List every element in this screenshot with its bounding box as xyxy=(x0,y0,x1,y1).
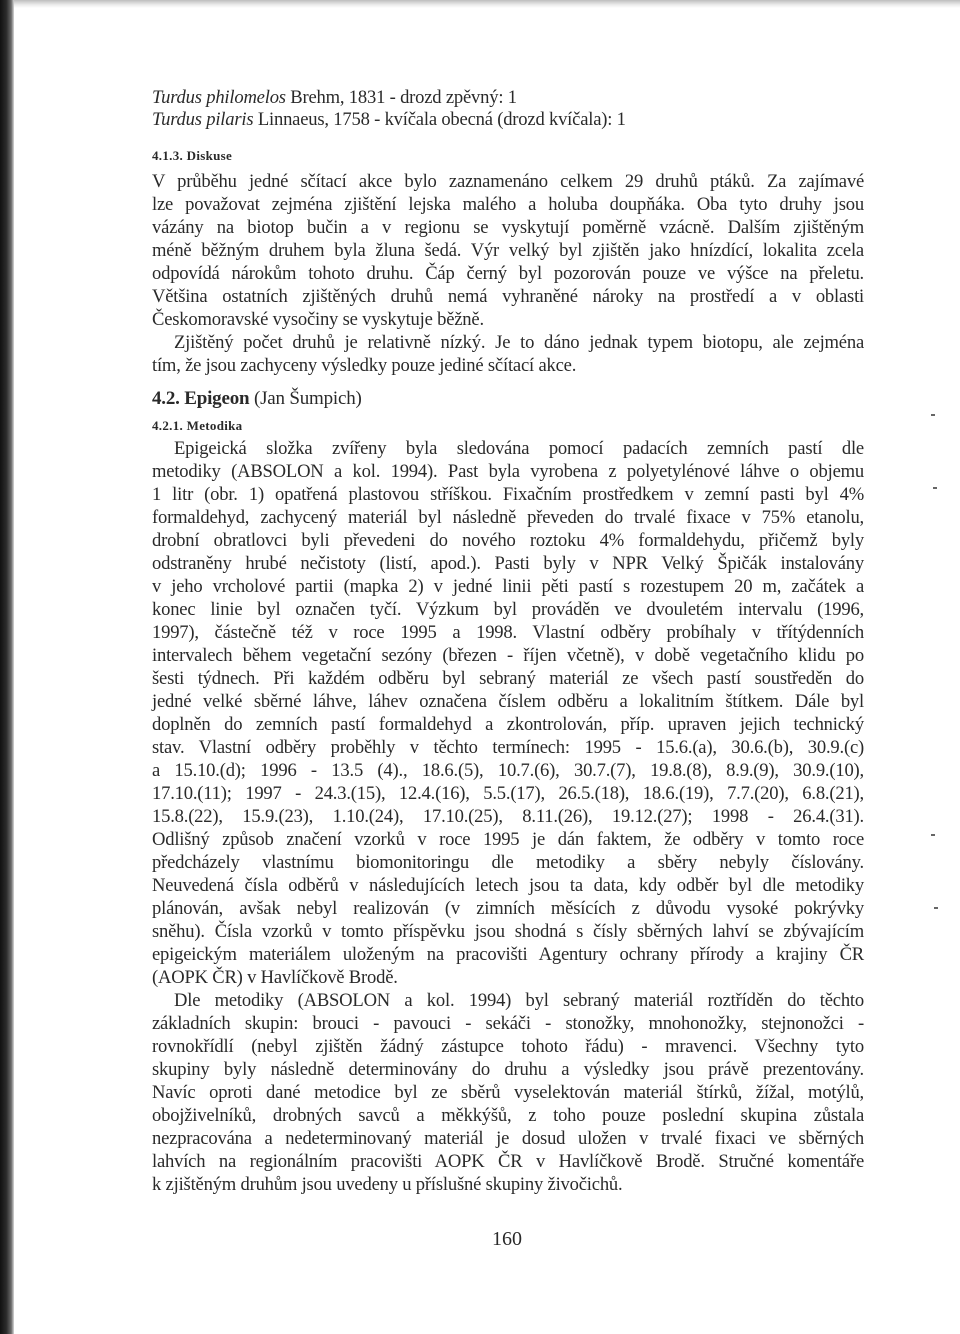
section-author: (Jan Šumpich) xyxy=(253,388,362,409)
body-line: plánován, avšak nebyl realizován (v zimních měsících z důvodu vysoké pokrývky xyxy=(152,898,864,919)
body-line: k zjištěným druhům jsou uvedeny u příslušné skupiny živočichů. xyxy=(152,1174,623,1195)
body-line: Epigeická složka zvířeny byla sledována pomocí padacích zemních pastí dle xyxy=(174,438,864,459)
metodika-title: Metodika xyxy=(186,418,243,433)
body-line: jedné velké sběrné láhve, láhev označena číslem odběru a lokalitním štítkem. Dále byl xyxy=(152,691,864,712)
diskuse-line: vázány na biotop bučin a v regionu se vyskytují poměrně vzácně. Dalším zjištěným xyxy=(152,217,864,238)
species-line xyxy=(152,87,864,109)
body-line: Navíc oproti dané metodice byl ze sběrů vyselektován materiál štírků, žížal, motýlů, xyxy=(152,1082,864,1103)
species-name: Turdus philomelos xyxy=(152,87,286,108)
section-heading xyxy=(152,388,864,410)
body-line: základních skupin: brouci - pavouci - sekáči - stonožky, mnohonožky, stejnonožci - xyxy=(152,1013,864,1034)
metodika-number: 4.2.1. xyxy=(152,418,184,433)
body-line: skupiny byly následně determinovány do druhu a výsledky jsou právě prezentovány. xyxy=(152,1059,864,1080)
diskuse-line: lze považovat zejména zjištění lejska malého a holuba doupňáka. Oba tyto druhy jsou xyxy=(152,194,864,215)
body-line: 17.10.(11); 1997 - 24.3.(15), 12.4.(16), 5.5.(17), 26.5.(18), 18.6.(19), 7.7.(20), 6.8.(21), xyxy=(152,783,864,804)
scan-top-shadow xyxy=(0,0,960,8)
body-line: nezpracována a nedeterminovaný materiál je dosud uložen v trvalé fixaci ve sběrných xyxy=(152,1128,864,1149)
section-number: 4.2. xyxy=(152,388,180,409)
diskuse-title: Diskuse xyxy=(186,148,233,163)
body-line: 15.8.(22), 15.9.(23), 1.10.(24), 17.10.(25), 8.11.(26), 19.12.(27); 1998 - 26.4.(31). xyxy=(152,806,864,827)
body-line: Dle metodiky (ABSOLON a kol. 1994) byl sebraný materiál roztříděn do těchto xyxy=(174,990,864,1011)
diskuse-line: Většina ostatních zjištěných druhů nemá vyhraněné nároky na prostředí a v oblasti xyxy=(152,286,864,307)
body-line: odstraněny hrubé nečistoty (listí, apod.). Pasti byly v NPR Velký Špičák instalovány xyxy=(152,553,864,574)
section-title: Epigeon xyxy=(184,388,250,409)
body-line: sněhu). Čísla vzorků v tomto příspěvku jsou shodná s čísly sběrných lahví se zbývajícím xyxy=(152,921,864,942)
species-rest: Linnaeus, 1758 - kvíčala obecná (drozd kvíčala): 1 xyxy=(253,109,626,130)
body-line: 1 litr (obr. 1) opatřená plastovou stříškou. Fixačním prostředkem v zemní pasti byl 4% xyxy=(152,484,864,505)
diskuse-line: tím, že jsou zachyceny výsledky pouze jediné sčítací akce. xyxy=(152,355,577,376)
body-line: stav. Vlastní odběry proběhly v těchto termínech: 1995 - 15.6.(a), 30.6.(b), 30.9.(c) xyxy=(152,737,864,758)
diskuse-line: odpovídá nárokům tohoto druhu. Čáp černý byl pozorován pouze ve výšce na přeletu. xyxy=(152,263,864,284)
scan-speck xyxy=(931,414,935,416)
species-name: Turdus pilaris xyxy=(152,109,254,130)
body-line: obojživelníků, drobných savců a měkkýšů, z toho pouze poslední skupina zůstala xyxy=(152,1105,864,1126)
diskuse-heading xyxy=(152,148,864,164)
body-line: epigeickým materiálem uloženým na pracovišti Agentury ochrany přírody a krajiny ČR xyxy=(152,944,864,965)
diskuse-line: Zjištěný počet druhů je relativně nízký. Je to dáno jednak typem biotopu, ale zejména xyxy=(174,332,864,353)
body-line: rovnokřídlí (nebyl zjištěn žádný zástupce tohoto řádu) - mravenci. Všechny tyto xyxy=(152,1036,864,1057)
diskuse-line: Českomoravské vysočiny se vyskytuje běžně. xyxy=(152,309,484,330)
scan-speck xyxy=(933,487,937,489)
species-line xyxy=(152,109,864,131)
page-number: 160 xyxy=(492,1228,522,1250)
body-line: (AOPK ČR) v Havlíčkově Brodě. xyxy=(152,967,398,988)
metodika-heading xyxy=(152,418,864,434)
body-line: předcházely vlastnímu biomonitoringu dle metodiky a sběry nebyly číslovány. xyxy=(152,852,864,873)
body-line: formaldehyd, zachycený materiál byl následně převeden do trvalé fixace v 75% etanolu, xyxy=(152,507,864,528)
scan-speck xyxy=(934,907,938,909)
body-line: doplněn do zemních pastí formaldehyd a zkontrolován, příp. upraven jejich technický xyxy=(152,714,864,735)
body-line: a 15.10.(d); 1996 - 13.5 (4)., 18.6.(5), 10.7.(6), 30.7.(7), 19.8.(8), 8.9.(9), 30.9.(10), xyxy=(152,760,864,781)
diskuse-line: V průběhu jedné sčítací akce bylo zaznamenáno celkem 29 druhů ptáků. Za zajímavé xyxy=(152,171,864,192)
scan-speck xyxy=(931,834,935,836)
body-line: Neuvedená čísla odběrů v následujících letech jsou ta data, kdy odběr byl dle metodiky xyxy=(152,875,864,896)
scan-edge-shadow xyxy=(0,0,14,1334)
body-line: lahvích na regionálním pracovišti AOPK ČR v Havlíčkově Brodě. Stručné komentáře xyxy=(152,1151,864,1172)
body-line: Odlišný způsob značení vzorků v roce 1995 je dán faktem, že odběry v tomto roce xyxy=(152,829,864,850)
body-line: šesti týdnech. Při každém odběru byl sebraný materiál ze všech pastí soustředěn do xyxy=(152,668,864,689)
body-line: 1997), částečně též v roce 1995 a 1998. Vlastní odběry probíhaly v třítýdenních xyxy=(152,622,864,643)
body-line: intervalech během vegetační sezóny (březen - říjen včetně), v době vegetačního klidu po xyxy=(152,645,864,666)
body-line: konec linie byl označen tyčí. Výzkum byl prováděn ve dvouletém intervalu (1996, xyxy=(152,599,864,620)
body-line: v jeho vrcholové partii (mapka 2) v jedné linii pěti pastí s rozestupem 20 m, začátek a xyxy=(152,576,864,597)
species-rest: Brehm, 1831 - drozd zpěvný: 1 xyxy=(285,87,517,108)
body-line: metodiky (ABSOLON a kol. 1994). Past byla vyrobena z polyetylénové láhve o objemu xyxy=(152,461,864,482)
diskuse-line: méně běžným druhem byla žluna šedá. Výr velký byl zjištěn jako hnízdící, lokalita zcela xyxy=(152,240,864,261)
body-line: drobní obratlovci byli převedeni do nového roztoku 4% formaldehydu, přičemž byly xyxy=(152,530,864,551)
diskuse-number: 4.1.3. xyxy=(152,148,184,163)
